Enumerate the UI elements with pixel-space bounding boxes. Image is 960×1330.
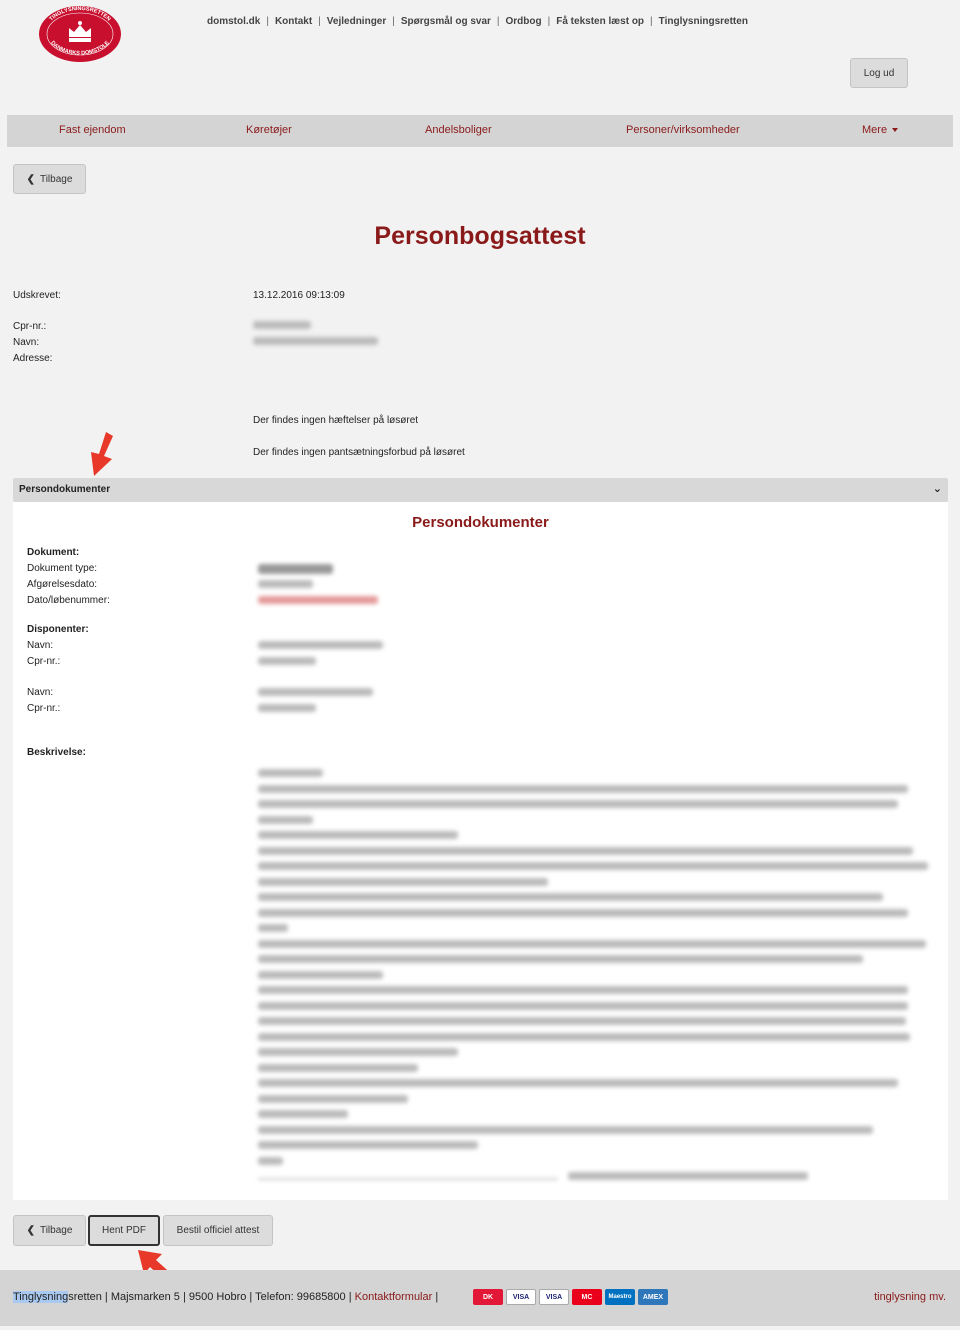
topnav-laest-op[interactable]: Få teksten læst op xyxy=(556,16,645,27)
panel-title: Persondokumenter xyxy=(412,514,549,531)
udskrevet-label: Udskrevet: xyxy=(13,290,61,301)
topnav-domstol[interactable]: domstol.dk xyxy=(207,16,261,27)
disponent2-navn-redacted xyxy=(258,688,373,699)
chevron-left-icon: ❮ xyxy=(26,173,35,185)
navn-label: Navn: xyxy=(13,337,40,348)
persondokumenter-panel xyxy=(13,502,948,1200)
nav-personer-virksomheder[interactable]: Personer/virksomheder xyxy=(626,124,740,136)
beskrivelse-text-redacted xyxy=(258,764,933,1183)
bestil-officiel-attest-button[interactable]: Bestil officiel attest xyxy=(163,1215,273,1246)
dankort-icon: DK xyxy=(473,1289,503,1305)
dato-lobenummer-redacted[interactable] xyxy=(258,596,378,607)
topnav-separator: | xyxy=(266,16,269,27)
topnav-vejledninger[interactable]: Vejledninger xyxy=(326,16,387,27)
dokument-heading: Dokument: xyxy=(27,547,80,558)
footer-separator: | xyxy=(432,1291,439,1303)
chevron-left-icon: ❮ xyxy=(26,1225,35,1236)
footer-contact-line xyxy=(13,1291,438,1303)
nav-andelsboliger[interactable]: Andelsboliger xyxy=(425,124,492,136)
dokument-type-label: Dokument type: xyxy=(27,563,98,574)
nav-mere[interactable] xyxy=(862,124,898,136)
topnav-sporgsmal[interactable]: Spørgsmål og svar xyxy=(400,16,491,27)
visa-electron-icon: VISA xyxy=(539,1289,569,1305)
accordion-title: Persondokumenter xyxy=(19,484,111,495)
nav-mere-label: Mere xyxy=(862,124,888,136)
cpr-label: Cpr-nr.: xyxy=(13,321,47,332)
mastercard-icon: MC xyxy=(572,1289,602,1305)
topnav-tinglysningsretten[interactable]: Tinglysningsretten xyxy=(658,16,748,27)
logo-bottom-text: DANMARKS DOMSTOLE xyxy=(49,40,111,57)
chevron-down-icon: ⌄ xyxy=(932,483,942,495)
topnav-separator: | xyxy=(547,16,551,27)
dato-lobenummer-label: Dato/løbenummer: xyxy=(27,595,110,606)
topnav-kontakt[interactable]: Kontakt xyxy=(274,16,313,27)
tinglysning-link[interactable]: tinglysning mv. xyxy=(874,1291,946,1303)
back-button-label: Tilbage xyxy=(39,173,73,185)
visa-icon: VISA xyxy=(506,1289,536,1305)
topnav-separator: | xyxy=(496,16,500,27)
back-button-bottom[interactable] xyxy=(13,1215,86,1246)
page-title: Personbogsattest xyxy=(374,222,586,250)
tinglysningsretten-logo[interactable] xyxy=(36,4,124,64)
back-button-label: Tilbage xyxy=(39,1225,73,1236)
annotation-arrow-icon xyxy=(82,430,122,478)
disponent2-cpr-label: Cpr-nr.: xyxy=(27,703,61,714)
maestro-icon: Maestro xyxy=(605,1289,635,1305)
dokument-type-redacted xyxy=(258,564,333,577)
adresse-label: Adresse: xyxy=(13,353,53,364)
nav-fast-ejendom[interactable]: Fast ejendom xyxy=(59,124,126,136)
udskrevet-value: 13.12.2016 09:13:09 xyxy=(253,290,345,301)
topnav-separator: | xyxy=(392,16,395,27)
no-liens-text: Der findes ingen hæftelser på løsøret xyxy=(253,415,419,426)
main-navigation xyxy=(7,115,953,147)
kontaktformular-link[interactable]: Kontaktformular xyxy=(354,1291,433,1303)
footer-highlight: Tinglysning xyxy=(13,1291,69,1303)
disponent1-navn-redacted xyxy=(258,641,383,652)
cpr-value-redacted xyxy=(253,321,311,332)
afgorelsesdato-label: Afgørelsesdato: xyxy=(27,579,98,590)
disponenter-heading: Disponenter: xyxy=(27,624,89,635)
afgorelsesdato-redacted xyxy=(258,580,313,591)
persondokumenter-accordion-header[interactable] xyxy=(13,478,948,502)
footer-address: sretten | Majsmarken 5 | 9500 Hobro | Telefon: 99685800 | xyxy=(68,1291,355,1303)
amex-icon: AMEX xyxy=(638,1289,668,1305)
topnav-separator: | xyxy=(650,16,653,27)
caret-down-icon xyxy=(892,128,898,132)
topnav-separator: | xyxy=(318,16,321,27)
navn-value-redacted xyxy=(253,337,378,348)
topnav-ordbog[interactable]: Ordbog xyxy=(505,16,542,27)
hent-pdf-button[interactable]: Hent PDF xyxy=(88,1215,160,1246)
disponent2-navn-label: Navn: xyxy=(27,687,54,698)
disponent1-cpr-redacted xyxy=(258,657,316,668)
back-button-top[interactable] xyxy=(13,164,86,194)
payment-cards xyxy=(473,1289,668,1305)
disponent1-navn-label: Navn: xyxy=(27,640,54,651)
top-navigation xyxy=(207,16,748,27)
beskrivelse-label: Beskrivelse: xyxy=(27,747,86,758)
no-pledge-ban-text: Der findes ingen pantsætningsforbud på løsøret xyxy=(253,447,465,458)
disponent2-cpr-redacted xyxy=(258,704,316,715)
logo-top-text: TINGLYSNINGSRETTEN xyxy=(48,5,112,23)
logout-button[interactable]: Log ud xyxy=(850,58,908,88)
nav-koretojer[interactable]: Køretøjer xyxy=(246,124,292,136)
footer xyxy=(0,1270,960,1326)
disponent1-cpr-label: Cpr-nr.: xyxy=(27,656,61,667)
